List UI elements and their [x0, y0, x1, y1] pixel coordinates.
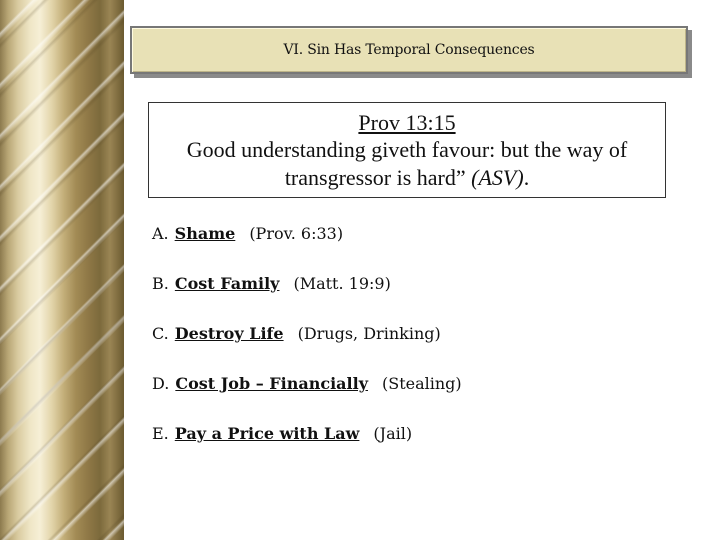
item-reference: (Matt. 19:9) — [293, 274, 391, 293]
verse-reference: Prov 13:15 — [358, 110, 456, 135]
item-topic: Shame — [174, 224, 236, 243]
item-letter: E. — [152, 424, 169, 443]
list-item — [152, 224, 692, 274]
slide-title: VI. Sin Has Temporal Consequences — [283, 42, 535, 58]
item-letter: C. — [152, 324, 169, 343]
item-topic: Cost Family — [174, 274, 280, 293]
item-reference: (Jail) — [373, 424, 413, 443]
verse-end: . — [523, 165, 530, 190]
item-topic: Destroy Life — [174, 324, 284, 343]
item-letter: D. — [152, 374, 170, 393]
verse-body — [149, 136, 665, 192]
item-topic: Cost Job – Financially — [175, 374, 368, 393]
verse-version: (ASV) — [471, 165, 524, 190]
item-letter: B. — [152, 274, 169, 293]
decorative-stripe-shading — [0, 0, 124, 540]
list-item — [152, 424, 692, 474]
list-item — [152, 274, 692, 324]
item-topic: Pay a Price with Law — [174, 424, 360, 443]
slide-title-box — [130, 26, 688, 74]
list-item — [152, 324, 692, 374]
consequence-list — [152, 224, 692, 474]
verse-box — [148, 102, 666, 198]
verse-text: Good understanding giveth favour: but the way of transgressor is hard” — [186, 137, 628, 190]
item-reference: (Stealing) — [382, 374, 462, 393]
list-item — [152, 374, 692, 424]
item-reference: (Drugs, Drinking) — [297, 324, 441, 343]
item-letter: A. — [152, 224, 169, 243]
item-reference: (Prov. 6:33) — [249, 224, 344, 243]
